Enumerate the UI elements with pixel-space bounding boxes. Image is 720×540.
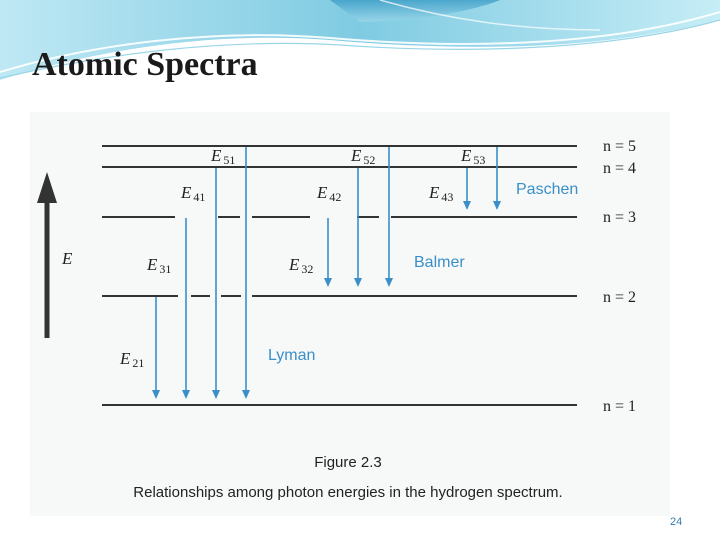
energy-axis-label: E <box>62 249 73 268</box>
energy-axis-arrowhead <box>37 172 57 203</box>
slide-title: Atomic Spectra <box>32 46 258 83</box>
series-label-lyman: Lyman <box>268 347 316 364</box>
label-E21: E 21 <box>120 349 145 370</box>
arrow-E43 <box>463 168 471 210</box>
level-label-n1: n = 1 <box>603 398 637 415</box>
level-label-n3: n = 3 <box>603 209 637 226</box>
arrow-E21 <box>152 297 160 399</box>
label-E41: E 41 <box>181 183 206 204</box>
arrow-E42 <box>354 168 362 287</box>
label-E43: E 43 <box>429 183 454 204</box>
arrow-E31 <box>182 218 190 399</box>
page-number: 24 <box>670 516 683 528</box>
label-E31: E 31 <box>147 255 172 276</box>
arrow-E32 <box>324 218 332 287</box>
figure-caption: Relationships among photon energies in the hydrogen spectrum. <box>133 484 563 501</box>
figure-number: Figure 2.3 <box>314 454 382 471</box>
label-E32: E 32 <box>289 255 314 276</box>
label-E53: E 53 <box>461 146 486 167</box>
level-label-n2: n = 2 <box>603 289 637 306</box>
label-E52: E 52 <box>351 146 376 167</box>
arrow-E53 <box>493 147 501 210</box>
label-E51: E 51 <box>211 146 236 167</box>
arrow-E51 <box>242 147 250 399</box>
series-label-paschen: Paschen <box>516 181 579 198</box>
level-label-n5: n = 5 <box>603 138 637 155</box>
level-label-n4: n = 4 <box>603 160 637 177</box>
arrow-E41 <box>212 168 220 399</box>
series-label-balmer: Balmer <box>414 254 465 271</box>
label-E42: E 42 <box>317 183 342 204</box>
